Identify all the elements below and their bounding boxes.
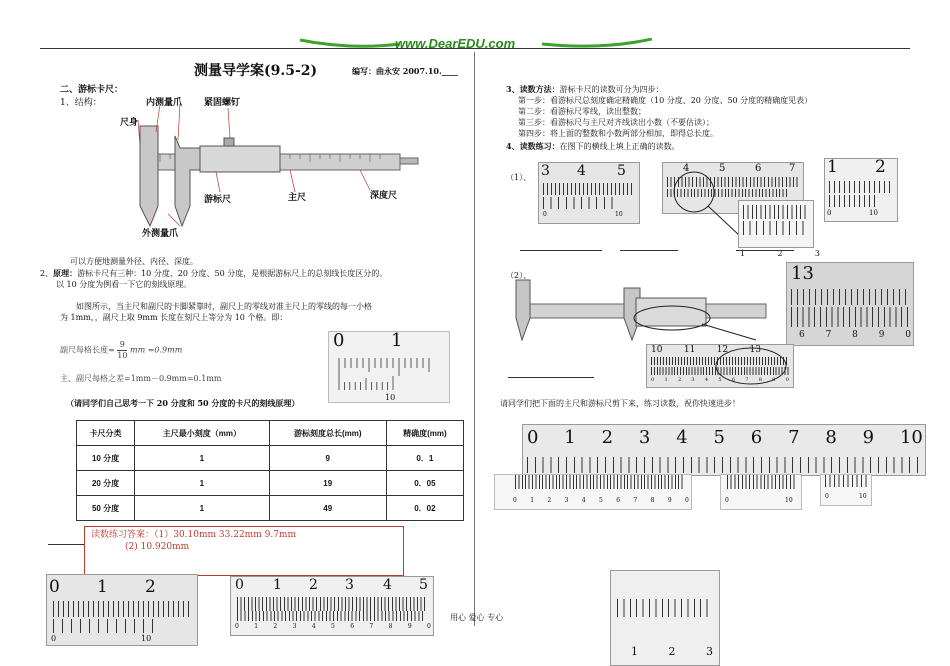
table-cell: 0．05 (386, 471, 463, 496)
ruler-b-bottom: 9 (407, 623, 412, 630)
step-1: 第一步：看游标尺总刻度确定精确度（10 分度、20 分度、50 分度的精确度见表） (518, 96, 813, 105)
pr5-bottom: 0 (651, 377, 655, 383)
table-header: 卡尺分类 (77, 421, 135, 446)
explain-line-2: 为 1mm，，副尺上取 9mm 长度在刻尺上等分为 10 个格。即： (60, 313, 288, 322)
ruler-b-bottom: 6 (350, 623, 355, 630)
ruler-b-top-3: 3 (345, 577, 354, 593)
pr2-top-6: 6 (755, 163, 762, 174)
ruler-b-bottom: 7 (369, 623, 374, 630)
table-cell: 49 (269, 496, 386, 521)
pr5-bottom: 7 (745, 377, 749, 383)
demo-scale-top-1: 1 (391, 330, 403, 351)
label-body: 尺身 (120, 118, 139, 128)
label-vernier: 游标尺 (204, 195, 232, 205)
demo-scale-bottom-10: 10 (385, 393, 396, 402)
cutout-vernier-20 (720, 474, 802, 510)
pr2-top-4: 4 (683, 163, 690, 174)
pr4-ticks (791, 289, 909, 305)
vernier-10-label-0: 0 (825, 493, 829, 500)
ruler-b-top-1: 1 (273, 577, 282, 593)
pr2-zoom-label: 1 (740, 249, 746, 258)
vernier-50-label: 6 (616, 497, 621, 504)
vernier-10-label-10: 10 (859, 493, 867, 500)
ruler-b-top-4: 4 (383, 577, 392, 593)
ruler-b-top-5: 5 (419, 577, 428, 593)
formula-1 (60, 340, 182, 361)
pr5-top: 12 (716, 345, 729, 355)
answer-line-left (48, 544, 84, 545)
pr5-bottom: 1 (664, 377, 668, 383)
pr5-zoom-ellipse (714, 346, 788, 386)
vernier-50-label: 0 (513, 497, 517, 504)
section-heading: 二、游标卡尺： (60, 85, 124, 95)
item3-label: 3、读数方法： (506, 84, 560, 94)
pr1-ticks (543, 183, 635, 195)
label-lock-screw: 紧固螺钉 (204, 98, 241, 108)
pr1-bottom-10: 10 (615, 211, 623, 218)
table-cell: 50 分度 (77, 496, 135, 521)
main-scale-label: 3 (638, 427, 651, 448)
ruler-b-bottom: 1 (254, 623, 259, 630)
main-scale-label: 8 (825, 427, 837, 448)
header-rule (40, 48, 910, 49)
main-scale-label: 2 (601, 427, 614, 448)
author-line: 编写：曲永安 2007.10.____ (352, 66, 458, 76)
pr3-top-2: 2 (875, 157, 886, 177)
demo-scale-top-0: 0 (333, 330, 345, 351)
label-outer-jaw: 外测量爪 (142, 229, 179, 239)
pr4-bottom-labels (799, 329, 911, 341)
ruler-a-bottom-10: 10 (141, 634, 152, 643)
pr4-bottom: 7 (825, 330, 832, 340)
main-scale-label: 7 (788, 427, 800, 448)
vernier-50-label: 1 (530, 497, 535, 504)
answer-blank-1[interactable] (520, 250, 602, 251)
pr1-top-5: 5 (617, 163, 626, 179)
principle-label: 原理： (53, 268, 78, 278)
formula-1-label: 副尺每格长度= (60, 345, 115, 355)
item3-text: 游标卡尺的读数可分为四步： (559, 85, 664, 94)
pr5-bottom: 0 (785, 377, 789, 383)
ruler-a-vernier-ticks (53, 619, 153, 633)
vernier-50-label: 5 (599, 497, 603, 504)
vernier-50-label: 3 (564, 497, 569, 504)
vernier-20-label-0: 0 (725, 497, 729, 504)
pr2-zoom-ruler (738, 200, 814, 248)
pr1-bottom-0: 0 (543, 211, 547, 218)
main-scale-label: 1 (564, 427, 576, 448)
ruler-b-bottom: 3 (292, 623, 297, 630)
pr5-bottom: 8 (758, 377, 762, 383)
ruler-b-top-2: 2 (309, 577, 318, 593)
cutout-ruler-a (46, 574, 198, 646)
principle-text: 游标卡尺有三种：10 分度、20 分度、50 分度，是根据游标尺上的总刻线长度区分的。 (77, 269, 388, 278)
main-scale-label: 0 (527, 427, 539, 448)
table-cell: 1 (135, 471, 270, 496)
main-scale-ticks (527, 457, 921, 473)
think-note: （请同学们自己思考一下 20 分度和 50 分度的卡尺的刻线原理） (66, 398, 300, 408)
vernier-50-label: 9 (667, 497, 672, 504)
ruler-b-bottom: 0 (427, 623, 431, 630)
table-header: 精确度(mm) (386, 421, 463, 446)
vernier-50-label: 0 (685, 497, 689, 504)
pr5-top: 13 (749, 345, 761, 355)
vernier-50-label: 4 (581, 497, 586, 504)
pr4-bottom: 0 (905, 330, 911, 340)
item4-text: 在图下的横线上填上正确的读数。 (559, 142, 680, 151)
ruler-a-top-1: 1 (97, 577, 108, 597)
practice-ruler-1 (538, 162, 640, 224)
table-cell: 0．02 (386, 496, 463, 521)
pr2-zoom-label: 3 (814, 249, 820, 258)
page-title: 测量导学案(9.5-2) (194, 63, 318, 79)
site-logo: www.DearEDU.com (395, 36, 516, 51)
answer-box (84, 526, 404, 576)
principle-number: 2、 (40, 269, 54, 278)
ruler-b-bottom: 0 (235, 623, 239, 630)
ruler-b-bottom: 2 (273, 623, 278, 630)
table-row (77, 471, 464, 496)
main-scale-label: 6 (750, 427, 763, 448)
pr3-vernier-ticks (829, 195, 879, 207)
pr4-top-13: 13 (791, 263, 814, 284)
table-header-row (77, 421, 464, 446)
label-inner-jaw: 内测量爪 (146, 98, 183, 108)
pr1-top-4: 4 (577, 163, 586, 179)
vernier-50-label: 7 (633, 497, 638, 504)
cutout-ruler-b (230, 576, 434, 636)
pr5-bottom: 2 (677, 377, 682, 383)
vernier-50-labels (513, 497, 689, 504)
pr2-top-5: 5 (719, 163, 726, 174)
precision-table (76, 420, 464, 521)
table-cell: 0．1 (386, 446, 463, 471)
practice-heading (506, 141, 680, 152)
header-swoosh-left (300, 38, 400, 48)
answer-line-1: 读数练习答案：（1）30.10mm 33.22mm 9.7mm (91, 530, 296, 540)
main-scale-label: 4 (676, 427, 688, 448)
cutout-ruler-c (610, 570, 720, 666)
ruler-c-labels (631, 645, 713, 658)
pr5-top: 10 (651, 345, 663, 355)
pr2-zoom-vernier (743, 221, 809, 235)
pr4-vernier-ticks (791, 307, 909, 327)
ruler-a-top-2: 2 (145, 577, 156, 597)
cutout-main-scale (522, 424, 926, 476)
practice-ruler-3 (824, 158, 898, 222)
pr5-bottom: 5 (718, 377, 722, 383)
ruler-b-bottom: 4 (311, 623, 316, 630)
pr2-top-7: 7 (789, 163, 796, 174)
caliper-illustration (120, 96, 420, 246)
answer-blank-4[interactable] (508, 377, 594, 378)
pr2-zoom-callout (668, 170, 748, 240)
label-depth-rod: 深度尺 (370, 191, 398, 201)
footer-motto: 用心 爱心 专心 (450, 613, 504, 622)
step-4: 第四步：将上面的整数和小数两部分相加，即得总长度。 (518, 129, 718, 138)
main-scale-labels (527, 427, 923, 448)
step-3: 第三步：看游标尺与主尺对齐线读出小数（不要估读）； (518, 118, 714, 127)
formula-2: 主、副尺每格之差=1mm－0.9mm=0.1mm (60, 374, 222, 383)
pr3-bottom-0: 0 (827, 209, 832, 217)
ruler-c-label: 2 (668, 645, 676, 658)
ruler-b-ticks (237, 597, 427, 611)
practice-ruler-4 (786, 262, 914, 346)
ruler-b-bottom-labels (235, 623, 431, 630)
header-swoosh-right (542, 38, 652, 48)
cutout-vernier-50 (494, 474, 692, 510)
vernier-20-ticks (727, 475, 797, 489)
pr3-ticks (829, 181, 893, 193)
ruler-a-bottom-0: 0 (51, 634, 57, 643)
pr4-bottom: 6 (799, 330, 805, 340)
answer-line-2: (2) 10.920mm (125, 542, 190, 552)
formula-1-rest: mm =0.9mm (129, 345, 183, 355)
table-cell: 1 (135, 446, 270, 471)
ruler-b-bottom: 5 (331, 623, 335, 630)
demo-scale-ticks (329, 358, 449, 392)
label-main-scale: 主尺 (288, 193, 307, 203)
pr1-vernier-ticks (543, 197, 619, 209)
question-2-label: （2）、 (506, 271, 532, 280)
table-row (77, 446, 464, 471)
vernier-20-label-10: 10 (785, 497, 793, 504)
table-cell: 19 (269, 471, 386, 496)
pr4-bottom: 8 (852, 330, 858, 340)
structure-label: 1、结构： (60, 98, 102, 108)
table-cell: 9 (269, 446, 386, 471)
ruler-b-vernier-ticks (237, 611, 423, 621)
pr5-bottom: 3 (691, 377, 695, 383)
main-scale-label: 5 (713, 427, 725, 448)
ruler-b-bottom: 8 (388, 623, 393, 630)
vernier-10-ticks (825, 475, 867, 487)
formula-1-denominator: 10 (117, 351, 128, 360)
item4-label: 4、读数练习： (506, 141, 560, 151)
question-1-label: （1）、 (506, 173, 532, 182)
ruler-c-label: 3 (706, 645, 713, 658)
table-header: 主尺最小刻度（mm） (135, 421, 270, 446)
column-divider (474, 52, 475, 626)
explain-line-1: 如图所示，当主尺和副尺的卡脚紧靠时，副尺上的零线对准主尺上的零线的每一小格 (76, 302, 372, 311)
pr5-top: 11 (683, 345, 696, 355)
ruler-a-ticks (53, 601, 193, 617)
table-cell: 10 分度 (77, 446, 135, 471)
pr2-zoom-ticks (743, 205, 809, 219)
pr3-top-1: 1 (827, 157, 838, 177)
pr5-bottom: 4 (704, 377, 709, 383)
table-row (77, 496, 464, 521)
pr3-bottom-10: 10 (869, 209, 878, 217)
vernier-50-label: 8 (650, 497, 655, 504)
pr4-bottom: 9 (878, 330, 885, 340)
pr1-top-3: 3 (541, 163, 550, 179)
principle-text-2: 以 10 分度为例看一下它的刻线原理。 (56, 280, 192, 289)
answer-blank-3[interactable] (736, 250, 794, 251)
pr5-bottom: 9 (772, 377, 776, 383)
principle-paragraph (40, 268, 470, 279)
usage-text: 可以方便地测量外径、内径、深度。 (70, 257, 198, 266)
ruler-c-ticks (617, 599, 713, 617)
pr2-zoom-label: 2 (777, 249, 783, 258)
table-cell: 1 (135, 496, 270, 521)
cutout-vernier-10 (820, 474, 872, 506)
main-scale-label: 10 (899, 427, 923, 448)
ruler-a-top-0: 0 (49, 577, 60, 597)
demo-scale (328, 331, 450, 403)
main-scale-label: 9 (862, 427, 875, 448)
step-2: 第二步：看游标尺零线，读出整数； (518, 107, 646, 116)
table-header: 游标刻度总长(mm) (269, 421, 386, 446)
cut-out-note: 请同学们把下面的主尺和游标尺剪下来，练习读数，祝你快速进步！ (500, 399, 740, 408)
vernier-50-ticks (515, 475, 685, 489)
vernier-50-label: 2 (547, 497, 552, 504)
table-cell: 20 分度 (77, 471, 135, 496)
ruler-b-top-0: 0 (235, 577, 244, 593)
answer-blank-2[interactable] (620, 250, 678, 251)
reading-method (506, 84, 664, 95)
pr5-bottom: 6 (731, 377, 735, 383)
formula-1-numerator: 9 (117, 340, 127, 351)
ruler-c-label: 1 (631, 645, 638, 658)
practice-caliper (506, 278, 776, 348)
